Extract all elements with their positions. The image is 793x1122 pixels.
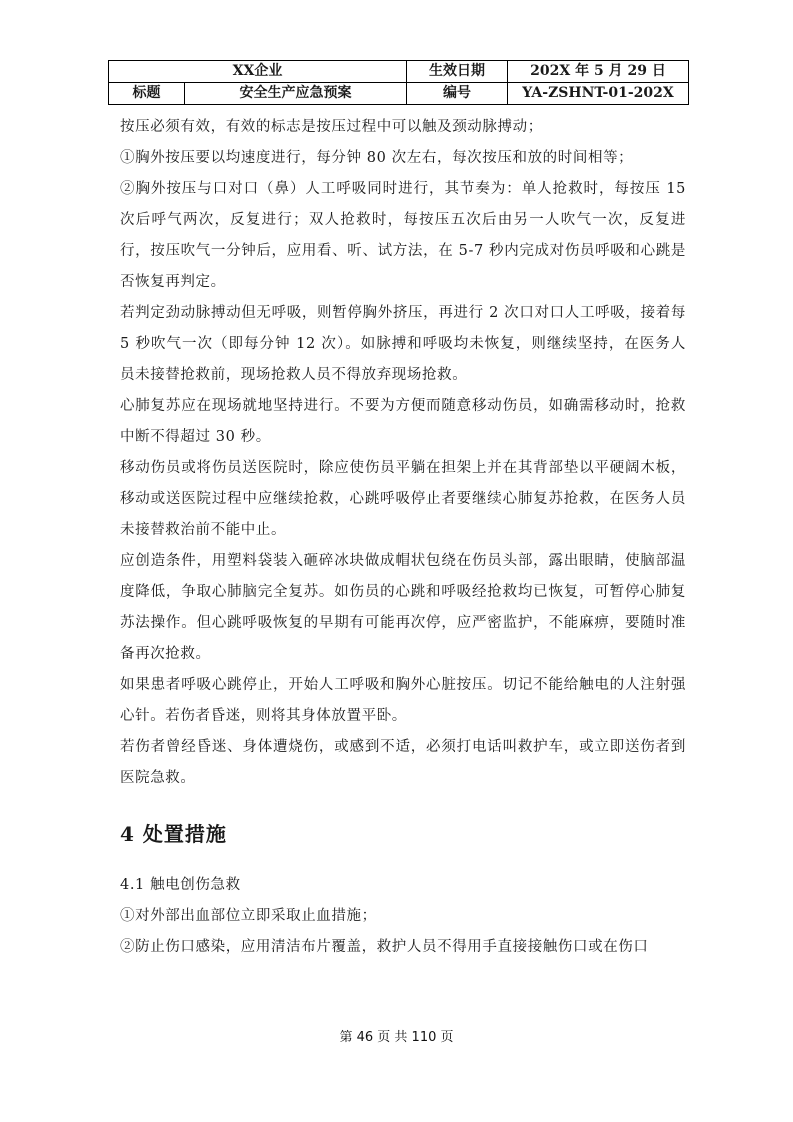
header-row-1 (109, 61, 689, 83)
effective-date-label: 生效日期 (407, 61, 508, 83)
number-label: 编号 (407, 83, 508, 105)
list-item: ②防止伤口感染，应用清洁布片覆盖，救护人员不得用手直接接触伤口或在伤口 (120, 939, 649, 955)
company-name: XX企业 (109, 61, 407, 83)
title-label: 标题 (109, 83, 185, 105)
page-footer: 第 46 页 共 110 页 (339, 1030, 454, 1045)
header-table (108, 60, 689, 105)
paragraph: ①胸外按压要以均速度进行，每分钟 80 次左右，每次按压和放的时间相等； (120, 150, 634, 166)
header-row-2 (109, 83, 689, 105)
document-body (120, 112, 686, 963)
paragraph: 若判定劲动脉搏动但无呼吸，则暂停胸外挤压，再进行 2 次口对口人工呼吸，接着每 5 秒吹气一次（即每分钟 12 次）。如脉搏和呼吸均未恢复，则继续坚持，在医务人员未接替抢救前，现场抢救人员不得放弃现场抢救。 (120, 305, 686, 383)
paragraph: 移动伤员或将伤员送医院时，除应使伤员平躺在担架上并在其背部垫以平硬阔木板，移动或送医院过程中应继续抢救，心跳呼吸停止者要继续心肺复苏抢救，在医务人员未接替救治前不能中止。 (120, 460, 686, 538)
paragraph: 按压必须有效，有效的标志是按压过程中可以触及颈动脉搏动； (120, 119, 543, 135)
sub-heading: 4.1 触电创伤急救 (120, 877, 241, 893)
paragraph: ②胸外按压与口对口（鼻）人工呼吸同时进行，其节奏为：单人抢救时，每按压 15 次后呼气两次，反复进行；双人抢救时，每按压五次后由另一人吹气一次，反复进行，按压吹气一分钟后，应用看、听、试方法，在 5-7 秒内完成对伤员呼吸和心跳是否恢复再判定。 (120, 181, 686, 290)
title-value: 安全生产应急预案 (185, 83, 407, 105)
list-item: ①对外部出血部位立即采取止血措施； (120, 908, 377, 924)
number-value: YA-ZSHNT-01-202X (508, 83, 689, 105)
section-heading: 4 处置措施 (120, 822, 227, 846)
effective-date-value: 202X 年 5 月 29 日 (508, 61, 689, 83)
paragraph: 若伤者曾经昏迷、身体遭烧伤，或感到不适，必须打电话叫救护车，或立即送伤者到医院急救。 (120, 739, 686, 786)
paragraph: 心肺复苏应在现场就地坚持进行。不要为方便而随意移动伤员，如确需移动时，抢救中断不得超过 30 秒。 (120, 398, 686, 445)
paragraph: 如果患者呼吸心跳停止，开始人工呼吸和胸外心脏按压。切记不能给触电的人注射强心针。若伤者昏迷，则将其身体放置平卧。 (120, 677, 686, 724)
paragraph: 应创造条件，用塑料袋装入砸碎冰块做成帽状包绕在伤员头部，露出眼睛，使脑部温度降低，争取心肺脑完全复苏。如伤员的心跳和呼吸经抢救均已恢复，可暂停心肺复苏法操作。但心跳呼吸恢复的早期有可能再次停，应严密监护，不能麻痹，要随时准备再次抢救。 (120, 553, 686, 662)
